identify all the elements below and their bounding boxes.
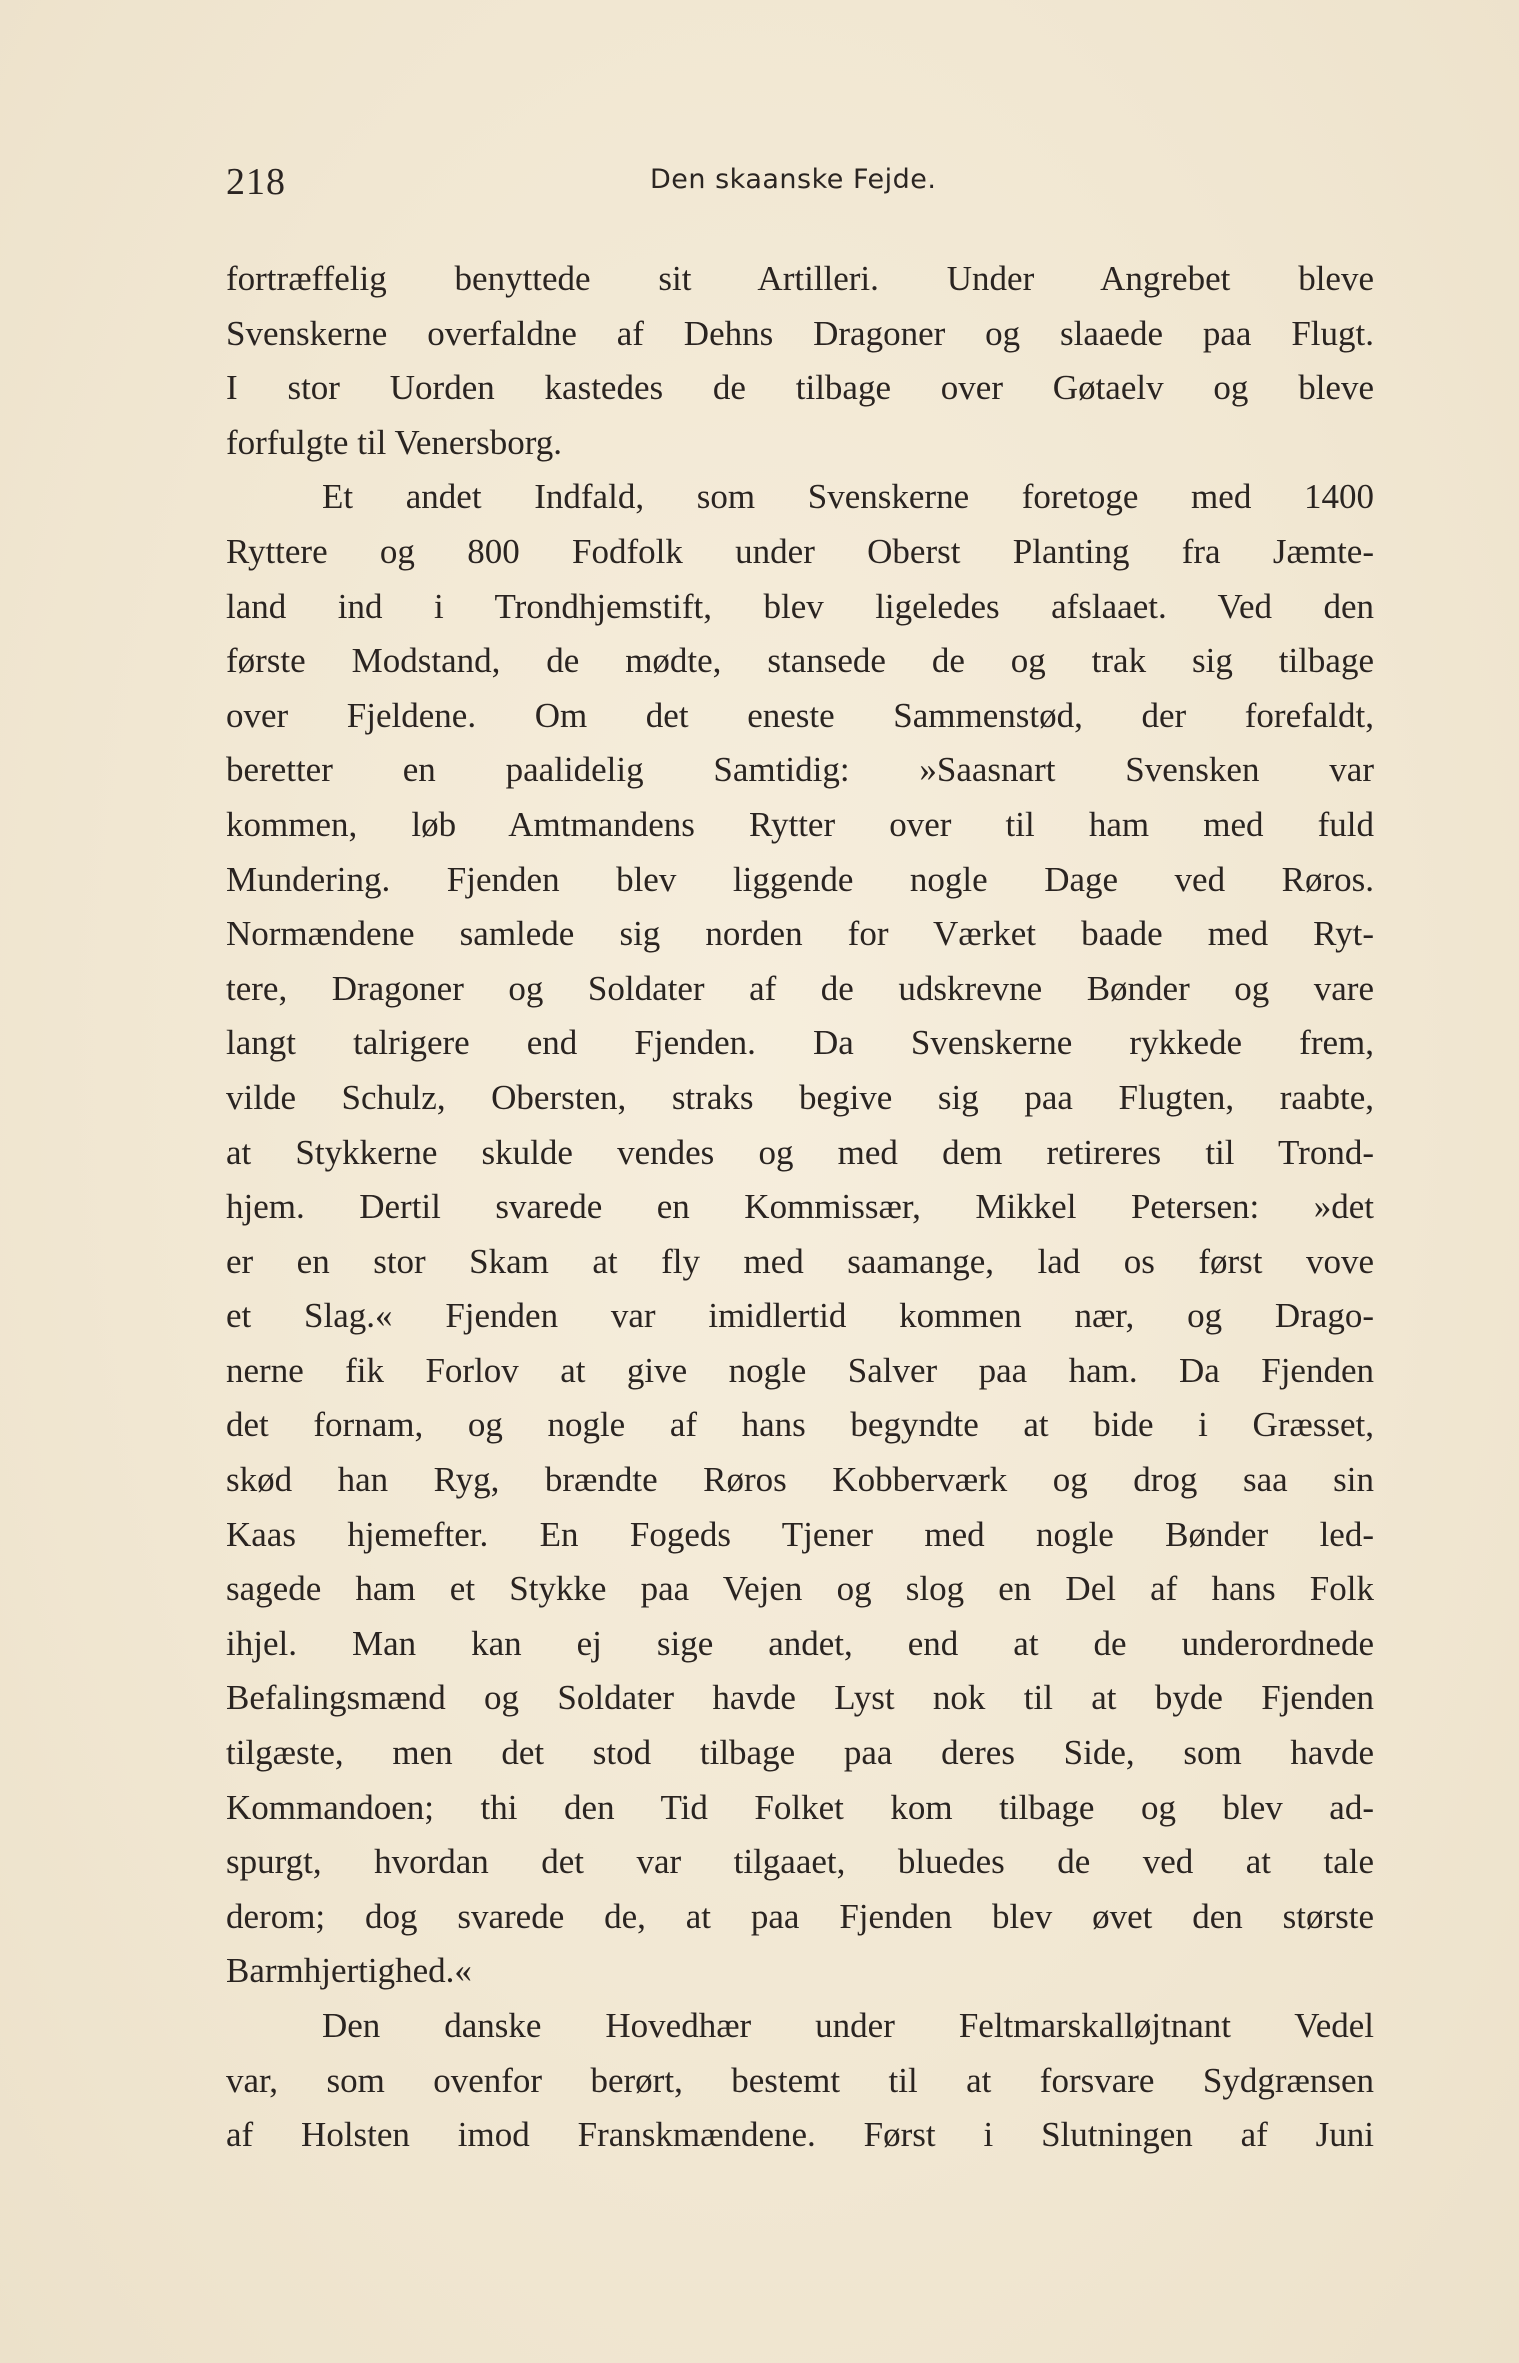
text-line: Normændene samlede sig norden for Værket baade med Ryt- (226, 914, 1374, 954)
text-line: over Fjeldene. Om det eneste Sammenstød, der forefaldt, (226, 695, 1374, 735)
text-line: nerne fik Forlov at give nogle Salver paa ham. Da Fjenden (226, 1350, 1374, 1390)
text-line: Barmhjertighed.« (226, 1951, 472, 1991)
text-line: spurgt, hvordan det var tilgaaet, bluedes de ved at tale (226, 1842, 1374, 1882)
text-line: Svenskerne overfaldne af Dehns Dragoner og slaaede paa Flugt. (226, 313, 1374, 353)
text-line: vilde Schulz, Obersten, straks begive sig paa Flugten, raabte, (226, 1077, 1374, 1117)
text-line: derom; dog svarede de, at paa Fjenden blev øvet den største (226, 1896, 1374, 1936)
text-line: Mundering. Fjenden blev liggende nogle Dage ved Røros. (226, 859, 1374, 899)
page-number: 218 (226, 161, 286, 203)
text-line: er en stor Skam at fly med saamange, lad os først vove (226, 1241, 1374, 1281)
text-line: første Modstand, de mødte, stansede de og trak sig tilbage (226, 641, 1374, 681)
text-line: Den danske Hovedhær under Feltmarskalløjtnant Vedel (322, 2006, 1374, 2045)
text-line: det fornam, og nogle af hans begyndte at bide i Græsset, (226, 1405, 1374, 1445)
text-line: beretter en paalidelig Samtidig: »Saasnart Svensken var (226, 750, 1374, 790)
text-line: skød han Ryg, brændte Røros Kobberværk og drog saa sin (226, 1460, 1374, 1500)
text-line: Et andet Indfald, som Svenskerne foretoge med 1400 (322, 477, 1374, 517)
running-head (226, 160, 1376, 220)
text-line: langt talrigere end Fjenden. Da Svenskerne rykkede frem, (226, 1023, 1374, 1063)
text-line: var, som ovenfor berørt, bestemt til at forsvare Sydgrænsen (226, 2060, 1374, 2100)
running-title: Den skaanske Fejde. (650, 164, 937, 195)
text-line: Befalingsmænd og Soldater havde Lyst nok til at byde Fjenden (226, 1678, 1374, 1718)
text-line: et Slag.« Fjenden var imidlertid kommen nær, og Drago- (226, 1296, 1374, 1336)
text-line: af Holsten imod Franskmændene. Først i Slutningen af Juni (226, 2115, 1374, 2155)
text-line: tilgæste, men det stod tilbage paa deres Side, som havde (226, 1733, 1374, 1773)
text-line: sagede ham et Stykke paa Vejen og slog en Del af hans Folk (226, 1569, 1374, 1609)
text-line: kommen, løb Amtmandens Rytter over til ham med fuld (226, 804, 1374, 844)
text-line: forfulgte til Venersborg. (226, 422, 563, 462)
text-line: Kaas hjemefter. En Fogeds Tjener med nogle Bønder led- (226, 1514, 1374, 1554)
text-line: ihjel. Man kan ej sige andet, end at de underordnede (226, 1623, 1374, 1663)
text-line: Ryttere og 800 Fodfolk under Oberst Planting fra Jæmte- (226, 531, 1374, 571)
text-line: Kommandoen; thi den Tid Folket kom tilbage og blev ad- (226, 1787, 1374, 1827)
body-text (226, 252, 1374, 2163)
text-line: hjem. Dertil svarede en Kommissær, Mikkel Petersen: »det (226, 1187, 1374, 1227)
text-line: fortræffelig benyttede sit Artilleri. Under Angrebet bleve (226, 259, 1374, 298)
text-line: at Stykkerne skulde vendes og med dem retireres til Trond- (226, 1132, 1374, 1172)
text-line: land ind i Trondhjemstift, blev ligeledes afslaaet. Ved den (226, 586, 1374, 626)
text-line: tere, Dragoner og Soldater af de udskrevne Bønder og vare (226, 968, 1374, 1008)
text-line: I stor Uorden kastedes de tilbage over Gøtaelv og bleve (226, 368, 1374, 408)
